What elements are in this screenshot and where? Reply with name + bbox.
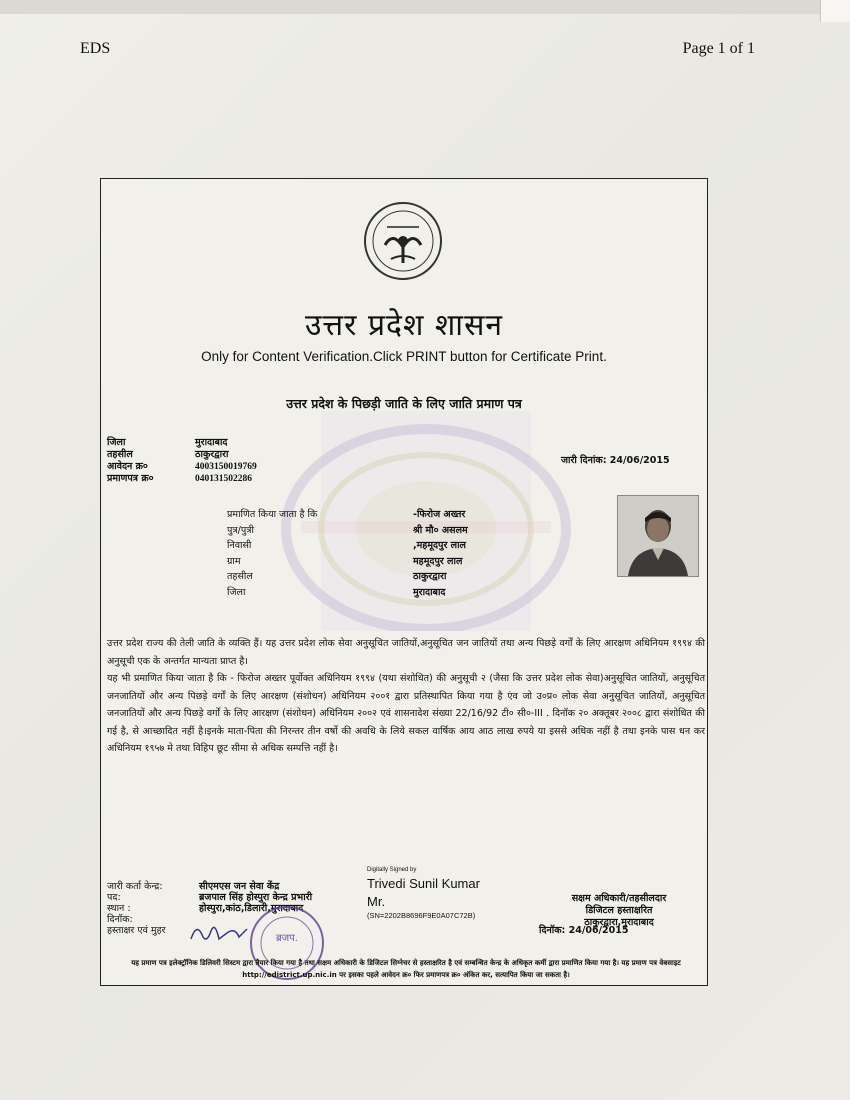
applicant-photo — [617, 495, 699, 577]
person-details — [227, 507, 468, 600]
signature-serial: (SN=2202B8696F9E0A07C72B) — [367, 911, 476, 920]
meta-row-application-no: आवेदन क्र० 4003150019769 — [107, 461, 257, 472]
page-number: Page 1 of 1 — [682, 40, 755, 57]
seal-text: ब्रजप. — [276, 933, 298, 944]
issue-date: जारी दिनांक: 24/06/2015 — [561, 455, 670, 466]
issuer-labels: जारी कर्ता केन्द्र: पद: स्थान : दिनॉक: हस्ताक्षर एवं मुहर — [107, 881, 166, 936]
certificate-title: उत्तर प्रदेश शासन — [304, 308, 503, 343]
person-photo-icon — [618, 496, 698, 576]
officer-date: दिनॉक: 24/06/2015 — [539, 925, 629, 936]
handwritten-signature — [187, 917, 257, 947]
detail-row: प्रमाणित किया जाता है कि -फिरोज अख्तर — [227, 509, 466, 520]
page-edge — [0, 0, 850, 14]
certificate-footnote: यह प्रमाण पत्र इलेक्ट्रॉनिक डिलिवरी सिस्टम द्वारा तैयार किया गया है तथा सक्षम अधिकारी के डिजिटल सिग्नेचर से हस्ताक्षरित है एवं सम्बन्धित केन्द्र के अधिकृत कर्मी द्वारा प्रमाणित किया गया है। यह प्रमाण पत्र वेबसाइट http://edistrict.up.nic.in पर इसका पहले आवेदन क्र० फिर प्रमाणपत्र क्र० अंकित कर, सत्यापित किया जा सकता है। — [131, 959, 681, 979]
competent-officer: सक्षम अधिकारी/तहसीलदार डिजिटल हस्ताक्षरित ठाकुरद्वारा,मुरादाबाद — [571, 893, 667, 928]
digital-sign-caption: Digitally Signed by — [367, 867, 417, 873]
detail-row: ग्राम महमूदपुर लाल — [227, 555, 463, 567]
verification-notice: Only for Content Verification.Click PRINT button for Certificate Print. — [201, 349, 607, 364]
meta-row-certificate-no: प्रमाणपत्र क्र० 040131502286 — [107, 473, 252, 484]
signer-salutation: Mr. — [367, 894, 386, 909]
body-paragraph-caste: उत्तर प्रदेश राज्य की तेली जाति के व्यक्ति हैं। यह उत्तर प्रदेश लोक सेवा अनुसूचित जातियों,अनुसूचित जन जातियों तथा अन्य पिछड़े वर्गों के लिए आरक्षण अधिनियम १९९४ की अनुसूची एक के अन्तर्गत मान्यता प्राप्त है। — [107, 638, 705, 667]
detail-row: पुत्र/पुत्री श्री मौ० असलम — [227, 524, 468, 536]
application-meta — [107, 437, 345, 485]
certificate-frame — [100, 178, 708, 986]
certificate-body — [107, 635, 705, 758]
signer-name: Trivedi Sunil Kumar — [367, 876, 480, 891]
meta-row-district: जिला मुरादाबाद — [107, 437, 228, 448]
detail-row: जिला मुरादाबाद — [227, 586, 446, 598]
print-header-left: EDS — [80, 40, 111, 57]
meta-row-tehsil: तहसील ठाकुरद्वारा — [107, 449, 229, 460]
detail-row: निवासी ,महमूदपुर लाल — [227, 540, 466, 551]
state-emblem-icon — [363, 201, 443, 281]
body-paragraph-creamy-layer: यह भी प्रमाणित किया जाता है कि - फिरोज अख्तर पूर्वोक्त अधिनियम १९९४ (यथा संशोधित) की अनुसूची २ (जैसा कि उत्तर प्रदेश लोक सेवा)अनुसूचित जातियों, अनुसूचित जनजातियों और अन्य पिछड़े वर्गों के लिए आरक्षण (संशोधन) अधिनियम २००१ द्वारा प्रतिस्थापित किया गया है एंव जो उ०प्र० लोक सेवा अनुसूचित जातियों, अनुसूचित जनजातियों और अन्य पिछड़े वर्गों के लिए आरक्षण (संशोधन) अधिनियम २००२ एवं शासनादेश संख्या 22/16/92 टी० सी०-III . दिनॉक २० अक्तूबर २००८ द्वारा संशोधित की गई है, से आच्छादित नहीं है।इनके माता-पिता की निरन्तर तीन वर्षो की अवधि के लिये सकल वार्षिक आय आठ लाख रुपये या इससे अधिक नहीं है तथा इनके पास धन कर अधिनियम १९५७ मे तथा विहिप छूट सीमा से अधिक सम्पत्ति नहीं है। — [107, 673, 705, 754]
detail-row: तहसील ठाकुरद्वारा — [227, 571, 447, 582]
issuer-values: सीएमएस जन सेवा केंद्र ब्रजपाल सिंह होस्पुरा केन्द्र प्रभारी होस्पुरा,कांठ,डिलारी,मुरादाबाद — [199, 881, 313, 914]
certificate-heading: उत्तर प्रदेश के पिछड़ी जाति के लिए जाति प्रमाण पत्र — [286, 396, 522, 411]
